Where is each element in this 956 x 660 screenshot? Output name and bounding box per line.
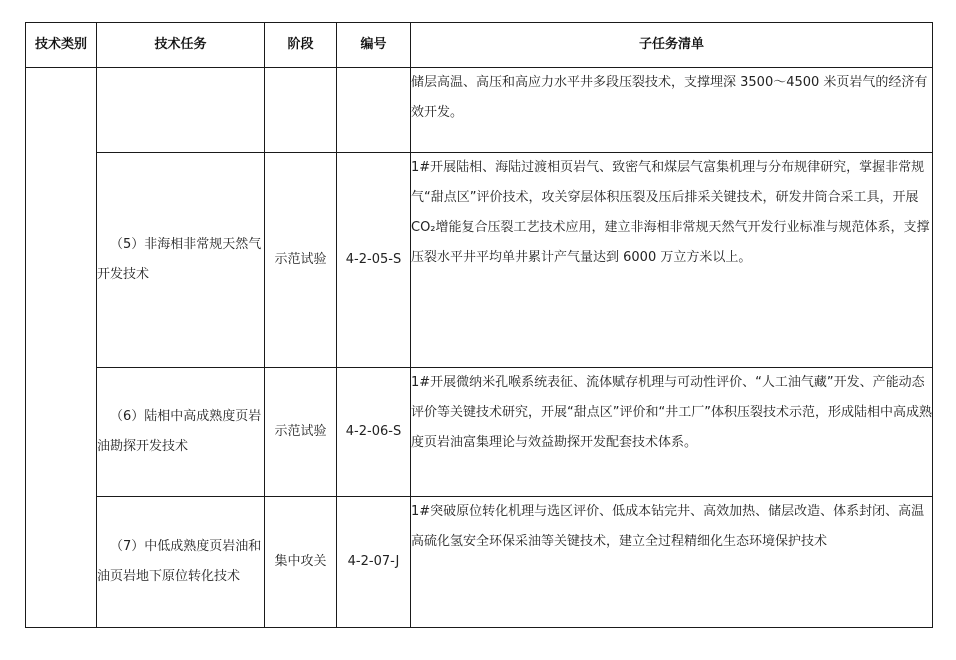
task-text: （5）非海相非常规天然气开发技术 — [97, 237, 262, 282]
table-row — [26, 497, 933, 628]
header-stage: 阶段 — [265, 23, 337, 68]
table-row — [26, 368, 933, 497]
header-code: 编号 — [337, 23, 411, 68]
category-cell — [26, 68, 97, 628]
code-cell: 4-2-07-J — [337, 497, 411, 628]
task-text: （6）陆相中高成熟度页岩油勘探开发技术 — [97, 409, 262, 454]
table-row — [26, 153, 933, 368]
header-task: 技术任务 — [97, 23, 265, 68]
tech-task-table — [25, 22, 933, 628]
header-subtasks: 子任务清单 — [411, 23, 933, 68]
subtasks-cell: 储层高温、高压和高应力水平井多段压裂技术，支撑埋深 3500～4500 米页岩气的经济有效开发。 — [411, 68, 933, 153]
task-cell — [97, 68, 265, 153]
subtasks-cell: 1#开展微纳米孔喉系统表征、流体赋存机理与可动性评价、“人工油气藏”开发、产能动态评价等关键技术研究，开展“甜点区”评价和“井工厂”体积压裂技术示范，形成陆相中高成熟度页岩油富集理论与效益勘探开发配套技术体系。 — [411, 368, 933, 497]
code-cell: 4-2-06-S — [337, 368, 411, 497]
task-cell — [97, 368, 265, 497]
subtasks-cell: 1#突破原位转化机理与选区评价、低成本钻完井、高效加热、储层改造、体系封闭、高温高硫化氢安全环保采油等关键技术，建立全过程精细化生态环境保护技术 — [411, 497, 933, 628]
header-category: 技术类别 — [26, 23, 97, 68]
code-cell — [337, 68, 411, 153]
task-cell — [97, 497, 265, 628]
subtasks-cell: 1#开展陆相、海陆过渡相页岩气、致密气和煤层气富集机理与分布规律研究，掌握非常规气“甜点区”评价技术，攻关穿层体积压裂及压后排采关键技术，研发井筒合采工具，开展 CO₂增能复合压裂工艺技术应用，建立非海相非常规天然气开发行业标准与规范体系，支撑压裂水平井平均单井累计产气量达到 6000 万立方米以上。 — [411, 153, 933, 368]
header-row — [26, 23, 933, 68]
stage-cell: 集中攻关 — [265, 497, 337, 628]
task-text: （7）中低成熟度页岩油和油页岩地下原位转化技术 — [97, 539, 262, 584]
stage-cell — [265, 68, 337, 153]
stage-cell: 示范试验 — [265, 153, 337, 368]
stage-cell: 示范试验 — [265, 368, 337, 497]
task-cell — [97, 153, 265, 368]
table-row — [26, 68, 933, 153]
code-cell: 4-2-05-S — [337, 153, 411, 368]
